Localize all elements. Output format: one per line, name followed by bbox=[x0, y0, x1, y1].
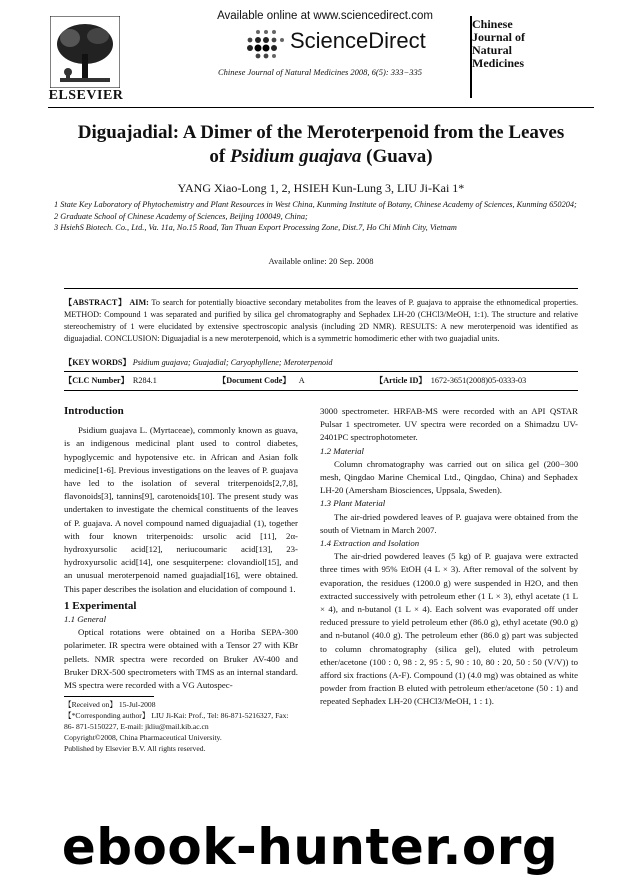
keywords-rule bbox=[64, 371, 578, 372]
continued-paragraph: 3000 spectrometer. HRFAB-MS were recorded with an API QSTAR Pulsar 1 spectrometer. UV spectra were recorded on a Shimadzu UV-2401PC spectrophotometer. bbox=[320, 406, 578, 443]
affiliation-1: 1 State Key Laboratory of Phytochemistry and Plant Resources in West China, Kunming Institute of Botany, Chinese Academy of Sciences, Kunming 650204; bbox=[54, 200, 577, 209]
left-column bbox=[64, 405, 298, 692]
abstract-top-rule bbox=[64, 288, 578, 289]
right-column bbox=[320, 405, 578, 709]
author-list: YANG Xiao-Long 1, 2, HSIEH Kun-Lung 3, LIU Ji-Kai 1* bbox=[177, 181, 465, 195]
received-date: 【Received on】 15-Jul-2008 bbox=[64, 700, 156, 709]
plant-paragraph: The air-dried powdered leaves of P. guajava were obtained from the south of Vietnam in March 2007. bbox=[320, 511, 578, 535]
keywords-text: Psidium guajava; Guajadial; Caryophyllene; Meroterpenoid bbox=[132, 358, 333, 367]
footnotes bbox=[64, 699, 298, 754]
header-rule bbox=[48, 107, 594, 108]
affiliation-3: 3 HsiehS Biotech. Co., Ltd., Va. 11a, No.15 Road, Tan Thuan Export Processing Zone, Dist.7, Ho Chi Minh City, Vietnam bbox=[54, 223, 457, 232]
journal-name bbox=[472, 18, 582, 70]
keywords bbox=[64, 357, 578, 368]
subsection-heading-general: 1.1 General bbox=[64, 614, 107, 625]
publisher-name: ELSEVIER bbox=[48, 88, 124, 103]
journal-name-line: Natural bbox=[472, 43, 512, 57]
subsection-heading-extraction: 1.4 Extraction and Isolation bbox=[320, 538, 420, 549]
article-id: 【Article ID】 1672-3651(2008)05-0333-03 bbox=[375, 376, 527, 385]
title-line-1: Diguajadial: A Dimer of the Meroterpenoid from the Leaves bbox=[77, 122, 565, 143]
keywords-label: 【KEY WORDS】 bbox=[64, 358, 131, 367]
elsevier-tree-logo bbox=[50, 16, 120, 91]
subsection-heading-material: 1.2 Material bbox=[320, 445, 364, 456]
available-online-text: Available online at www.sciencedirect.com bbox=[217, 10, 433, 22]
abstract-label: 【ABSTRACT】 AIM: bbox=[64, 298, 149, 307]
sciencedirect-dots-icon bbox=[238, 28, 288, 64]
journal-citation: Chinese Journal of Natural Medicines 2008, 6(5): 333−335 bbox=[217, 67, 423, 77]
sciencedirect-brand: ScienceDirect bbox=[290, 28, 426, 53]
journal-name-line: Journal of bbox=[472, 30, 526, 44]
extraction-paragraph: The air-dried powdered leaves (5 kg) of P. guajava were extracted three times with 95% EtOH (4 L × 3). After removal of the solvent by evaporation, the residues (1200.0 g) were suspended in H2O, and then extracted successively with petroleum ether (1 L × 3), ethyl acetate (1 L × 4), and n-butanol (1 L × 4). Each solvent was evaporated off under reduced pressure to yield petroleum ether (86.0 g), ethyl acetate (90.0 g) and n-butanol (40.0 g). The petroleum ether (86.0 g) part was subjected to column chromatography (silica gel), eluted with petroleum ether/acetone (100 : 0, 98 : 2, 95 : 5, 90 : 10, 80 : 20, 50 : 50 (V/V)) to afford six fractions (A-F). Compound (1) (4.0 mg) was obtained as white powder from fraction B eluted with petroleum ether/acetone (50 : 1) and repeated Sephadex LH-20 (CHCl3/MeOH, 1 : 1). bbox=[320, 551, 578, 707]
document-code: 【Document Code】 A bbox=[218, 376, 305, 385]
subsection-heading-plant-material: 1.3 Plant Material bbox=[320, 498, 386, 509]
section-heading-experimental: 1 Experimental bbox=[64, 599, 137, 612]
footnote-rule bbox=[64, 696, 154, 697]
title-line-2: of Psidium guajava (Guava) bbox=[209, 146, 433, 167]
abstract bbox=[64, 297, 578, 345]
abstract-text: To search for potentially bioactive secondary metabolites from the leaves of P. guajava to appraise the ethnomedical properties. METHOD: Compound 1 was separated and purified by silica gel chromatography and Sephadex LH-20 (CHCl3/MeOH, 1:1). The structure and relative stereochemistry of 1 were elucidated by extensive spectroscopic analysis (including 2D NMR). RESULTS: A new meroterpenoid was identified as diguajadial. CONCLUSION: Diguajadial is a new meroterpenoid, which is a symmetric homodimeric ether with two guajadial units. bbox=[64, 298, 578, 343]
published-by: Published by Elsevier B.V. All rights reserved. bbox=[64, 744, 206, 753]
general-paragraph: Optical rotations were obtained on a Horiba SEPA-300 polarimeter. IR spectra were obtained with a Tensor 27 with KBr pellets. NMR spectra were recorded on Bruker AV-400 and Bruker DRX-500 spectrometers with TMS as an internal standard. MS spectra were recorded with a VG Autospec- bbox=[64, 627, 298, 691]
clc-number: 【CLC Number】 R284.1 bbox=[64, 376, 157, 385]
journal-name-line: Chinese bbox=[472, 17, 513, 31]
available-date: Available online: 20 Sep. 2008 bbox=[268, 256, 374, 266]
copyright: Copyright©2008, China Pharmaceutical University. bbox=[64, 733, 222, 742]
corresponding-author: 【*Corresponding author】 LIU Ji-Kai: Prof., Tel: 86-871-5216327, Fax: 86- 871-5150227, E-mail: jkliu@mail.kib.ac.cn bbox=[64, 711, 289, 731]
journal-name-line: Medicines bbox=[472, 56, 524, 70]
section-heading-introduction: Introduction bbox=[64, 405, 124, 417]
material-paragraph: Column chromatography was carried out on silica gel (200−300 mesh, Qingdao Marine Chemical Ltd., Qingdao, China) and Sephadex LH-20 (Amersham Biosciences, Uppsala, Sweden). bbox=[320, 458, 578, 496]
watermark-text: ebook-hunter.org bbox=[61, 818, 559, 876]
intro-paragraph: Psidium guajava L. (Myrtaceae), commonly known as guava, is an indigenous medicinal plant used to control diabetes, hypoglycemic and hypotensive etc. in African and Asian folk medicine[1-6]. Previous investigations on the leaves of P. guajava have led to the isolation of several triterpenoids[2,7,8], flavonoids[3], tannins[9], carotenoids[10]. The present study was undertaken to investigate the chemical constituents of the leaves of P. guajava. A novel compound named diguajadial (1), together with four known triterpenoids: ursolic acid [11], 2α-hydroxyursolic acid[12], neriucoumaric acid[13], 23-hydroxyursolic acid[14], one sesquiterpene: clovandiol[15], and an unusual meroterpenoid named guajadial[16], were obtained. This paper describes the isolation and elucidation of compound 1. bbox=[64, 425, 298, 594]
affiliations bbox=[54, 199, 594, 234]
abstract-bottom-rule bbox=[64, 390, 578, 391]
article-title bbox=[48, 121, 594, 169]
affiliation-2: 2 Graduate School of Chinese Academy of Sciences, Beijing 100049, China; bbox=[54, 211, 308, 221]
